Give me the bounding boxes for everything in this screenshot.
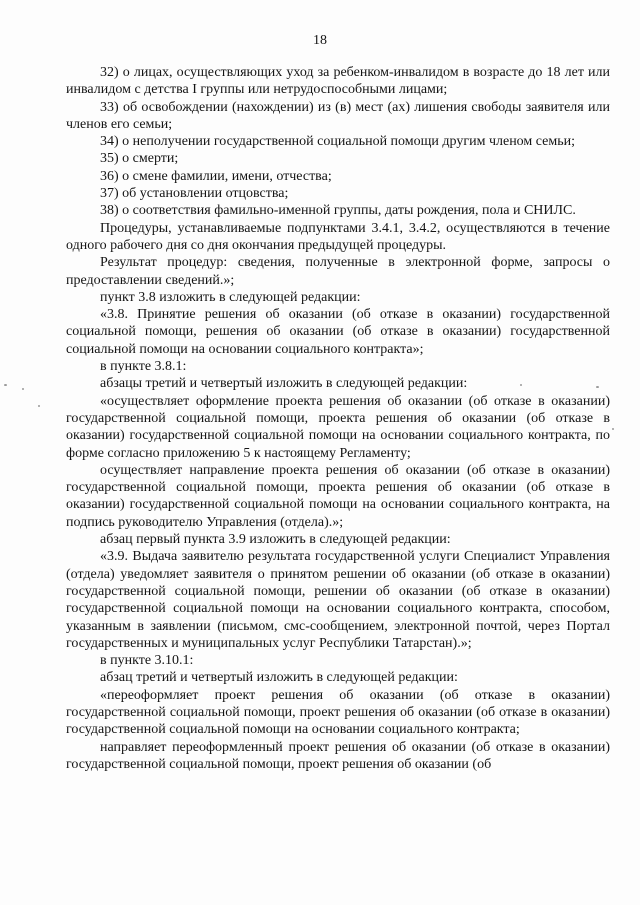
paragraph: «переоформляет проект решения об оказании (об отказе в оказании) государственной социальной помощи, проект решения об оказании (об отказе в оказании) государственной социальной помощи на основании социального контракта;	[66, 687, 610, 738]
paragraph: Результат процедур: сведения, полученные в электронной форме, запросы о предоставлении сведений.»;	[66, 255, 610, 288]
paragraph: 38) о соответствия фамильно-именной группы, даты рождения, пола и СНИЛС.	[100, 203, 576, 219]
page-number: 18	[313, 33, 327, 48]
paragraph: в пункте 3.8.1:	[100, 359, 187, 375]
scan-speck	[520, 384, 522, 386]
paragraph: 33) об освобождении (нахождении) из (в) мест (ах) лишения свободы заявителя или членов его семьи;	[66, 99, 610, 132]
paragraph: 34) о неполучении государственной социальной помощи другим членом семьи;	[100, 134, 576, 150]
paragraph: 36) о смене фамилии, имени, отчества;	[100, 168, 332, 184]
paragraph: 37) об установлении отцовства;	[100, 186, 289, 202]
document-body	[66, 64, 610, 773]
paragraph: «3.9. Выдача заявителю результата государственной услуги Специалист Управления (отдела) уведомляет заявителя о принятом решении об оказании (об отказе в оказании) государственной социальной помощи, решении об оказании (об отказе в оказании) государственной социальной помощи на основании социального контракта, способом, указанным в заявлении (письмом, смс-сообщением, электронной почтой, через Портал государственных и муниципальных услуг Республики Татарстан).»;	[66, 549, 610, 651]
scan-speck	[596, 386, 599, 388]
paragraph: абзацы третий и четвертый изложить в следующей редакции:	[100, 376, 468, 392]
paragraph: 35) о смерти;	[100, 151, 179, 167]
paragraph: «осуществляет оформление проекта решения об оказании (об отказе в оказании) государственной социальной помощи, проекта решения об оказании (об отказе в оказании) государственной социальной помощи на основании социального контракта, по форме согласно приложению 5 к настоящему Регламенту;	[66, 393, 610, 461]
paragraph: пункт 3.8 изложить в следующей редакции:	[100, 289, 361, 305]
paragraph: в пункте 3.10.1:	[100, 653, 194, 669]
paragraph: «3.8. Принятие решения об оказании (об отказе в оказании) государственной социальной помощи, решения об оказании (об отказе в оказании) государственной социальной помощи на основании социального контракта»;	[66, 307, 610, 357]
paragraph: направляет переоформленный проект решения об оказании (об отказе в оказании) государственной социальной помощи, проект решения об оказании (об	[66, 739, 610, 772]
paragraph: Процедуры, устанавливаемые подпунктами 3.4.1, 3.4.2, осуществляются в течение одного рабочего дня со дня окончания предыдущей процедуры.	[66, 220, 610, 253]
scan-speck	[22, 388, 24, 390]
paragraph: осуществляет направление проекта решения об оказании (об отказе в оказании) государственной социальной помощи, проекта решения об оказании (об отказе в оказании) государственной социальной помощи на основании социального контракта, на подпись руководителю Управления (отдела).»;	[66, 462, 610, 530]
scan-speck	[38, 405, 40, 407]
paragraph: абзац третий и четвертый изложить в следующей редакции:	[100, 670, 458, 686]
paragraph: 32) о лицах, осуществляющих уход за ребенком-инвалидом в возрасте до 18 лет или инвалидом с детства I группы или нетрудоспособными лицами;	[66, 65, 610, 98]
scan-speck	[4, 384, 7, 386]
scan-speck	[612, 428, 614, 430]
paragraph: абзац первый пункта 3.9 изложить в следующей редакции:	[100, 532, 451, 548]
